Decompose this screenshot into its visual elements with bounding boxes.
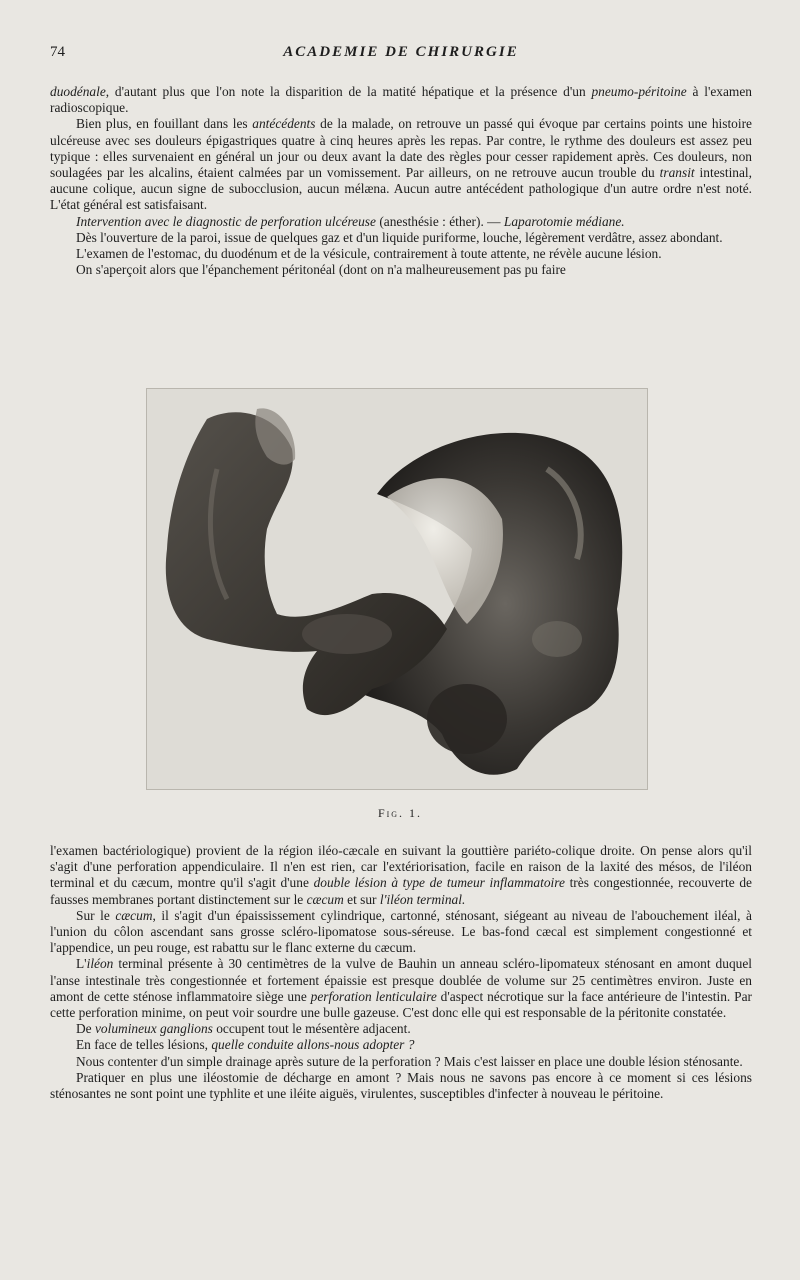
emphasis-text: Laparotomie médiane.: [503, 213, 625, 229]
paragraph: [50, 84, 752, 116]
text-run: Dès l'ouverture de la paroi, issue de quelques gaz et d'un liquide puriforme, louche, légèrement verdâtre, assez abondant.: [76, 229, 723, 245]
text-run: à l'examen radioscopique.: [50, 84, 752, 116]
page-header: [50, 44, 752, 66]
text-run: De: [76, 1021, 95, 1037]
text-run: Pratiquer en plus une iléostomie de décharge en amont ? Mais nous ne savons pas encore à ce moment si ces lésions sténosantes ne sont point une typhlite et une iléite aiguës, virulentes, susceptibles d'infecter à nouveau le péritoine.: [50, 1069, 752, 1102]
text-run: occupent tout le mésentère adjacent.: [212, 1021, 411, 1037]
emphasis-text: transit: [659, 165, 695, 181]
text-run: de la malade, on retrouve un passé qui évoque par certains points une histoire ulcéreuse avec ses douleurs épigastriques quatre à cinq heures après les repas. Par contre, le rythme des douleurs est assez peu typique : elles survenaient en général un jour ou deux avant la date des règles pour cesser rapidement après. Ces douleurs, non soulagées par les alcalins, étaient calmées par un vomissement. Par ailleurs, on ne retrouve aucun trouble du: [50, 116, 752, 181]
text-run: l'examen bactériologique) provient de la région iléo-cæcale en suivant la gouttière pariéto-colique droite. On pense alors qu'il s'agit d'une perforation appendiculaire. Il n'en est rien, car l'extériorisation, facile en raison de la laxité des mésos, de l'iléon terminal et du cæcum, montre qu'il s'agit d'une: [50, 843, 752, 891]
paragraph: [50, 214, 752, 230]
emphasis-text: volumineux ganglions: [94, 1021, 213, 1037]
paragraph: [50, 1021, 752, 1037]
text-run: Sur le: [76, 907, 116, 923]
text-run: Bien plus, en fouillant dans les: [76, 116, 253, 132]
text-run: d'aspect nécrotique sur la face antérieure de l'intestin. Par cette perforation minime, on peut voir sourdre une bulle gazeuse. C'est donc elle qui est responsable de la péritonite constatée.: [50, 988, 752, 1021]
body-text-bottom: [50, 843, 752, 1102]
emphasis-text: quelle conduite allons-nous adopter ?: [211, 1037, 415, 1053]
emphasis-text: duodénale: [50, 84, 106, 99]
paragraph: [50, 1054, 752, 1070]
text-run: Nous contenter d'un simple drainage après suture de la perforation ? Mais c'est laisser en place une double lésion sténosante.: [76, 1053, 743, 1069]
emphasis-text: perforation lenticulaire: [310, 988, 437, 1004]
emphasis-text: double lésion à type de tumeur inflammatoire: [313, 875, 565, 891]
paragraph: [50, 908, 752, 957]
paragraph: [50, 843, 752, 908]
paragraph: [50, 1037, 752, 1053]
figure-caption: Fig. 1.: [377, 806, 423, 820]
text-run: , d'autant plus que l'on note la disparition de la matité hépatique et la présence d'un: [105, 84, 592, 99]
emphasis-text: cæcum: [115, 907, 153, 923]
text-run: L'examen de l'estomac, du duodénum et de la vésicule, contrairement à toute attente, ne révèle aucune lésion.: [76, 246, 662, 262]
text-run: très congestionnée, recouverte de fausses membranes portant distinctement sur le: [50, 875, 752, 907]
text-run: L': [76, 956, 87, 972]
body-text-top: [50, 84, 752, 278]
paragraph: [50, 956, 752, 1021]
text-run: En face de telles lésions,: [76, 1037, 212, 1053]
emphasis-text: cæcum: [306, 891, 344, 907]
text-run: et sur: [343, 891, 380, 907]
paragraph: [50, 1070, 752, 1102]
text-run: intestinal, aucune colique, aucun signe de subocclusion, aucun mélæna. Aucun autre antécédent pathologique d'un autre ordre n'est noté. L'état général est satisfaisant.: [50, 165, 752, 213]
paragraph: [50, 246, 752, 262]
emphasis-text: Intervention avec le diagnostic de perforation ulcéreuse: [76, 213, 376, 229]
intestine-specimen-illustration: [147, 389, 647, 789]
emphasis-text: pneumo-péritoine: [591, 84, 687, 99]
figure-specimen-photo: [146, 388, 648, 790]
text-run: (anesthésie : éther). —: [375, 213, 504, 229]
text-run: , il s'agit d'un épaississement cylindrique, cartonné, sténosant, siégeant au niveau de l'abouchement iléal, à l'union du côlon ascendant sans grosse scléro-lipomatose sous-séreuse. Le bas-fond cæcal est simplement congestionné et l'appendice, un peu rouge, est rabattu sur le flanc externe du cæcum.: [50, 907, 752, 956]
page-number: 74: [50, 44, 65, 60]
paragraph: [50, 262, 752, 278]
emphasis-text: iléon: [86, 956, 114, 972]
paragraph: [50, 230, 752, 246]
running-title: ACADEMIE DE CHIRURGIE: [283, 44, 519, 60]
emphasis-text: l'iléon terminal.: [379, 891, 466, 907]
text-run: terminal présente à 30 centimètres de la vulve de Bauhin un anneau scléro-lipomateux sténosant en amont duquel l'anse intestinale très congestionnée et fortement épaissie est presque doublée de volume sur 25 centimètres environ. Juste en amont de cette sténose inflammatoire siège une: [50, 956, 752, 1004]
text-run: On s'aperçoit alors que l'épanchement péritonéal (dont on n'a malheureusement pas pu faire: [76, 262, 566, 278]
paragraph: [50, 116, 752, 213]
emphasis-text: antécédents: [252, 116, 316, 132]
